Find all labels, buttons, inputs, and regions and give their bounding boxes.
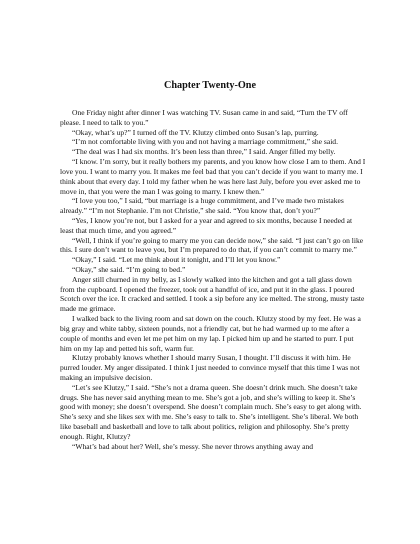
paragraph: Klutzy probably knows whether I should marry Susan, I thought. I’ll discuss it with him. He purred louder. My anger dissipated. I think I just needed to convince myself that this time I was not making an impulsive decision. [60, 353, 360, 382]
paragraph: “I’m not comfortable living with you and not having a marriage commitment,” she said. [72, 137, 338, 147]
paragraph: “Well, I think if you’re going to marry me you can decide now,” she said. “I just can’t go on like this. I sure don’t want to leave you, but I’m prepared to do that, if you can’t commit to marry me.” [60, 235, 364, 255]
paragraph: “I love you too,” I said, “but marriage is a huge commitment, and I’ve made two mistakes already.” “I’m not Stephanie. I’m not Christie,” she said. “You know that, don’t you?” [60, 196, 344, 216]
paragraph: One Friday night after dinner I was watching TV. Susan came in and said, “Turn the TV off please. I need to talk to you.” [60, 108, 348, 127]
paragraph: “Okay, what’s up?” I turned off the TV. Klutzy climbed onto Susan’s lap, purring. [72, 127, 319, 137]
paragraph: “Let’s see Klutzy,” I said. “She’s not a drama queen. She doesn’t drink much. She doesn’t take drugs. She has never said anything mean to me. She’s got a job, and she’s willing to keep it. She’s good with money; she doesn’t overspend. She doesn’t complain much. She’s easy to get along with. She’s sexy and she likes sex with me. She’s easy to talk to. She’s intelligent. She’s liberal. We both like baseball and basketball and love to talk about politics, religion and philosophy. She’s pretty enough. Right, Klutzy? [60, 382, 362, 441]
paragraph: “I know. I’m sorry, but it really bothers my parents, and you know how close I am to them. And I love you. I want to marry you. It makes me feel bad that you can’t decide if you want to marry me. I think about that every day. I told my father when he was here last July, before you ever asked me to move in, that you were the man I was going to marry. I knew then.” [60, 157, 366, 196]
paragraph: “The deal was I had six months. It’s been less than three,” I said. Anger filled my belly. [72, 147, 336, 157]
paragraph: “What’s bad about her? Well, she’s messy. She never throws anything away and [72, 441, 314, 451]
chapter-body [60, 108, 366, 451]
paragraph: “Okay,” I said. “Let me think about it tonight, and I’ll let you know.” [72, 255, 281, 265]
chapter-title: Chapter Twenty-One [164, 80, 256, 91]
paragraph: Anger still churned in my belly, as I slowly walked into the kitchen and got a tall glass down from the cupboard. I opened the freezer, took out a handful of ice, and put it in the glass. I poured Scotch over the ice. It cracked and settled. I took a sip before any ice melted. The strong, musty taste made me grimace. [60, 274, 365, 314]
paragraph: “Okay,” she said. “I’m going to bed.” [72, 265, 186, 274]
paragraph: “Yes, I know you’re not, but I asked for a year and agreed to six months, because I needed at least that much time, and you agreed.” [60, 215, 353, 235]
paragraph: I walked back to the living room and sat down on the couch. Klutzy stood by my feet. He was a big gray and white tabby, sixteen pounds, not a friendly cat, but he had warmed up to me after a couple of months and even let me pet him on my lap. I picked him up and he started to purr. I put him on my lap and petted his soft, warm fur. [60, 314, 361, 353]
